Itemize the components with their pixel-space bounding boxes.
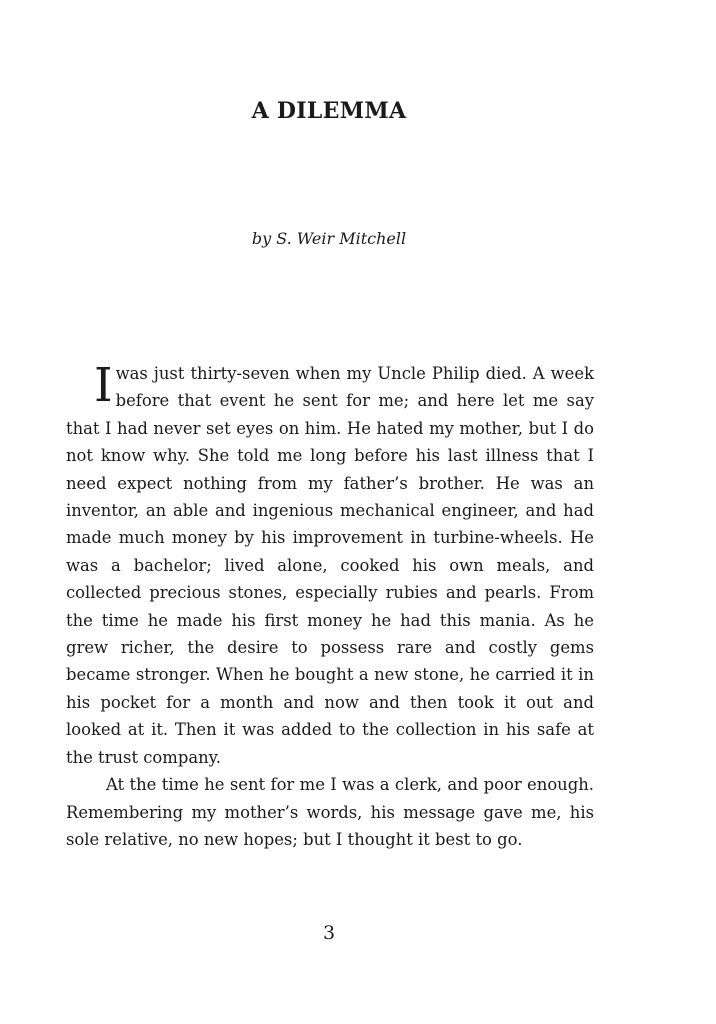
author-byline: by S. Weir Mitchell: [251, 229, 407, 248]
paragraph-2: At the time he sent for me I was a clerk, and poor enough. Remembering my mother’s words, his message gave me, his sole relative, no new hopes; but I thought it best to go.: [66, 775, 594, 849]
chapter-title: A DILEMMA: [251, 98, 407, 124]
body-text: [66, 360, 594, 853]
paragraph-1-text: was just thirty-seven when my Uncle Philip died. A week before that event he sent for me; and here let me say that I had never set eyes on him. He hated my mother, but I do not know why. She told me long before his last illness that I need expect nothing from my father’s brother. He was an inventor, an able and ingenious mechanical engineer, and had made much money by his improvement in turbine-wheels. He was a bachelor; lived alone, cooked his own meals, and collected precious stones, especially rubies and pearls. From the time he made his first money he had this mania. As he grew richer, the desire to possess rare and costly gems became stronger. When he bought a new stone, he carried it in his pocket for a month and now and then took it out and looked at it. Then it was added to the collection in his safe at the trust company.: [66, 364, 594, 767]
drop-cap: I: [94, 358, 113, 413]
paragraph-1: [66, 360, 594, 771]
page-number: 3: [322, 922, 336, 944]
